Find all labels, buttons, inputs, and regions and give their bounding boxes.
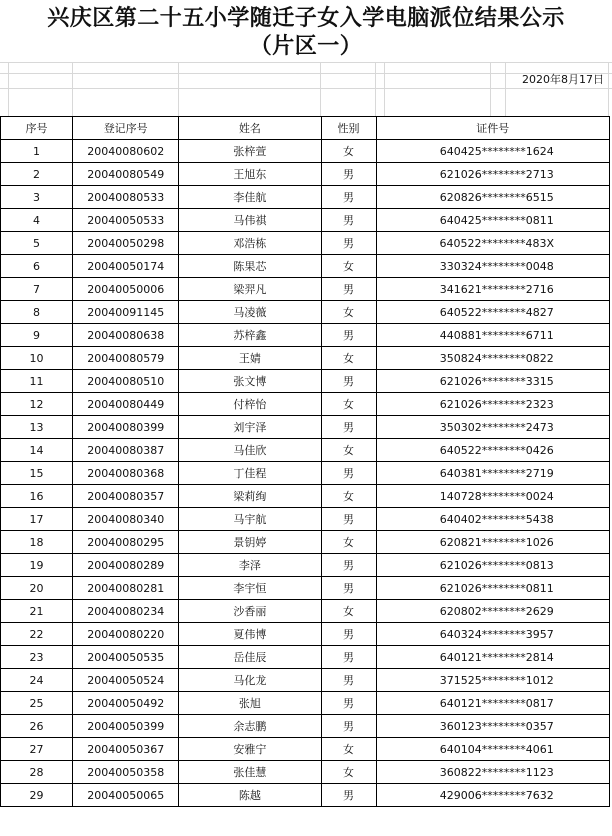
cell-seq: 1: [1, 140, 73, 163]
table-row: [1, 439, 610, 462]
cell-reg-number: 20040050065: [73, 784, 179, 807]
cell-gender: 女: [321, 140, 376, 163]
cell-reg-number: 20040080281: [73, 577, 179, 600]
cell-id-number: 640104********4061: [376, 738, 609, 761]
cell-id-number: 360123********0357: [376, 715, 609, 738]
cell-name: 马佳欣: [179, 439, 321, 462]
cell-name: 张佳慧: [179, 761, 321, 784]
cell-seq: 8: [1, 301, 73, 324]
cell-seq: 7: [1, 278, 73, 301]
cell-reg-number: 20040050399: [73, 715, 179, 738]
cell-reg-number: 20040050524: [73, 669, 179, 692]
cell-reg-number: 20040050358: [73, 761, 179, 784]
cell-id-number: 640121********0817: [376, 692, 609, 715]
cell-reg-number: 20040050492: [73, 692, 179, 715]
table-row: [1, 600, 610, 623]
cell-id-number: 440881********6711: [376, 324, 609, 347]
cell-seq: 23: [1, 646, 73, 669]
cell-gender: 男: [321, 278, 376, 301]
cell-reg-number: 20040080510: [73, 370, 179, 393]
cell-reg-number: 20040050006: [73, 278, 179, 301]
cell-gender: 女: [321, 439, 376, 462]
cell-id-number: 640121********2814: [376, 646, 609, 669]
cell-gender: 男: [321, 784, 376, 807]
cell-name: 马伟祺: [179, 209, 321, 232]
cell-seq: 18: [1, 531, 73, 554]
cell-reg-number: 20040080340: [73, 508, 179, 531]
cell-reg-number: 20040050533: [73, 209, 179, 232]
table-row: [1, 577, 610, 600]
cell-reg-number: 20040050367: [73, 738, 179, 761]
cell-reg-number: 20040080638: [73, 324, 179, 347]
page-subtitle: （片区一）: [249, 34, 363, 59]
cell-name: 马宇航: [179, 508, 321, 531]
cell-id-number: 620802********2629: [376, 600, 609, 623]
header-name: 姓名: [179, 117, 321, 140]
cell-name: 安雅宁: [179, 738, 321, 761]
table-row: [1, 370, 610, 393]
cell-seq: 27: [1, 738, 73, 761]
cell-reg-number: 20040080387: [73, 439, 179, 462]
cell-gender: 男: [321, 669, 376, 692]
cell-reg-number: 20040080533: [73, 186, 179, 209]
spreadsheet-gridlines: [0, 62, 612, 116]
cell-seq: 16: [1, 485, 73, 508]
cell-id-number: 640402********5438: [376, 508, 609, 531]
header-reg-number: 登记序号: [73, 117, 179, 140]
cell-id-number: 640425********0811: [376, 209, 609, 232]
cell-gender: 男: [321, 646, 376, 669]
cell-reg-number: 20040080368: [73, 462, 179, 485]
table-row: [1, 531, 610, 554]
cell-seq: 13: [1, 416, 73, 439]
table-row: [1, 669, 610, 692]
table-row: [1, 692, 610, 715]
cell-seq: 9: [1, 324, 73, 347]
cell-name: 李泽: [179, 554, 321, 577]
cell-gender: 女: [321, 761, 376, 784]
cell-name: 余志鹏: [179, 715, 321, 738]
cell-id-number: 640522********0426: [376, 439, 609, 462]
results-table: [0, 116, 610, 807]
header-id-number: 证件号: [376, 117, 609, 140]
table-row: [1, 232, 610, 255]
cell-gender: 女: [321, 347, 376, 370]
cell-reg-number: 20040080579: [73, 347, 179, 370]
cell-name: 张梓萱: [179, 140, 321, 163]
table-row: [1, 738, 610, 761]
cell-id-number: 640522********4827: [376, 301, 609, 324]
cell-name: 苏梓鑫: [179, 324, 321, 347]
cell-name: 沙香丽: [179, 600, 321, 623]
table-row: [1, 416, 610, 439]
cell-id-number: 621026********3315: [376, 370, 609, 393]
cell-gender: 男: [321, 462, 376, 485]
cell-id-number: 620826********6515: [376, 186, 609, 209]
cell-name: 张旭: [179, 692, 321, 715]
header-seq: 序号: [1, 117, 73, 140]
cell-seq: 5: [1, 232, 73, 255]
cell-reg-number: 20040080399: [73, 416, 179, 439]
cell-gender: 男: [321, 209, 376, 232]
cell-name: 张文博: [179, 370, 321, 393]
cell-seq: 2: [1, 163, 73, 186]
cell-seq: 21: [1, 600, 73, 623]
cell-id-number: 140728********0024: [376, 485, 609, 508]
cell-name: 刘宇泽: [179, 416, 321, 439]
cell-reg-number: 20040080602: [73, 140, 179, 163]
table-row: [1, 255, 610, 278]
cell-gender: 男: [321, 692, 376, 715]
table-header-row: [1, 117, 610, 140]
table-row: [1, 209, 610, 232]
cell-gender: 男: [321, 416, 376, 439]
cell-reg-number: 20040050298: [73, 232, 179, 255]
cell-name: 马凌薇: [179, 301, 321, 324]
cell-seq: 24: [1, 669, 73, 692]
page-title: 兴庆区第二十五小学随迁子女入学电脑派位结果公示: [47, 6, 565, 31]
table-row: [1, 784, 610, 807]
cell-gender: 女: [321, 485, 376, 508]
cell-seq: 28: [1, 761, 73, 784]
cell-reg-number: 20040080449: [73, 393, 179, 416]
table-row: [1, 186, 610, 209]
cell-gender: 男: [321, 577, 376, 600]
cell-name: 王婧: [179, 347, 321, 370]
table-row: [1, 393, 610, 416]
cell-id-number: 341621********2716: [376, 278, 609, 301]
cell-id-number: 621026********2713: [376, 163, 609, 186]
cell-name: 夏伟博: [179, 623, 321, 646]
table-row: [1, 508, 610, 531]
cell-gender: 女: [321, 393, 376, 416]
cell-seq: 3: [1, 186, 73, 209]
cell-gender: 男: [321, 715, 376, 738]
cell-reg-number: 20040080295: [73, 531, 179, 554]
cell-reg-number: 20040080549: [73, 163, 179, 186]
cell-name: 付梓怡: [179, 393, 321, 416]
table-row: [1, 140, 610, 163]
cell-name: 丁佳程: [179, 462, 321, 485]
cell-seq: 11: [1, 370, 73, 393]
cell-seq: 20: [1, 577, 73, 600]
cell-name: 岳佳辰: [179, 646, 321, 669]
cell-seq: 15: [1, 462, 73, 485]
cell-gender: 男: [321, 554, 376, 577]
cell-id-number: 360822********1123: [376, 761, 609, 784]
cell-seq: 22: [1, 623, 73, 646]
table-row: [1, 623, 610, 646]
cell-id-number: 621026********2323: [376, 393, 609, 416]
cell-gender: 男: [321, 623, 376, 646]
cell-id-number: 640324********3957: [376, 623, 609, 646]
cell-seq: 6: [1, 255, 73, 278]
table-body: [1, 140, 610, 807]
cell-id-number: 640522********483X: [376, 232, 609, 255]
cell-gender: 男: [321, 232, 376, 255]
cell-reg-number: 20040050174: [73, 255, 179, 278]
table-row: [1, 163, 610, 186]
cell-reg-number: 20040091145: [73, 301, 179, 324]
cell-id-number: 350824********0822: [376, 347, 609, 370]
cell-gender: 女: [321, 531, 376, 554]
table-row: [1, 347, 610, 370]
header-gender: 性别: [321, 117, 376, 140]
table-row: [1, 301, 610, 324]
cell-reg-number: 20040050535: [73, 646, 179, 669]
cell-gender: 男: [321, 186, 376, 209]
cell-gender: 男: [321, 370, 376, 393]
cell-seq: 17: [1, 508, 73, 531]
cell-id-number: 371525********1012: [376, 669, 609, 692]
cell-gender: 男: [321, 508, 376, 531]
publish-date: 2020年8月17日: [522, 73, 604, 86]
table-row: [1, 715, 610, 738]
table-row: [1, 761, 610, 784]
cell-id-number: 429006********7632: [376, 784, 609, 807]
cell-id-number: 621026********0813: [376, 554, 609, 577]
cell-id-number: 620821********1026: [376, 531, 609, 554]
cell-name: 李佳航: [179, 186, 321, 209]
cell-gender: 女: [321, 255, 376, 278]
table-row: [1, 646, 610, 669]
cell-name: 王旭东: [179, 163, 321, 186]
cell-name: 景钥婷: [179, 531, 321, 554]
cell-gender: 男: [321, 163, 376, 186]
cell-id-number: 621026********0811: [376, 577, 609, 600]
cell-reg-number: 20040080220: [73, 623, 179, 646]
cell-reg-number: 20040080234: [73, 600, 179, 623]
table-row: [1, 554, 610, 577]
cell-seq: 10: [1, 347, 73, 370]
cell-seq: 19: [1, 554, 73, 577]
cell-gender: 男: [321, 324, 376, 347]
cell-seq: 14: [1, 439, 73, 462]
cell-seq: 29: [1, 784, 73, 807]
cell-name: 梁羿凡: [179, 278, 321, 301]
cell-name: 陈越: [179, 784, 321, 807]
cell-name: 李宇恒: [179, 577, 321, 600]
cell-seq: 25: [1, 692, 73, 715]
cell-name: 梁莉绚: [179, 485, 321, 508]
cell-reg-number: 20040080289: [73, 554, 179, 577]
cell-name: 陈果芯: [179, 255, 321, 278]
cell-id-number: 350302********2473: [376, 416, 609, 439]
cell-name: 马化龙: [179, 669, 321, 692]
table-row: [1, 278, 610, 301]
cell-seq: 12: [1, 393, 73, 416]
table-row: [1, 462, 610, 485]
cell-reg-number: 20040080357: [73, 485, 179, 508]
table-row: [1, 485, 610, 508]
cell-gender: 女: [321, 600, 376, 623]
cell-name: 邓浩栋: [179, 232, 321, 255]
cell-gender: 女: [321, 738, 376, 761]
cell-id-number: 640425********1624: [376, 140, 609, 163]
cell-seq: 4: [1, 209, 73, 232]
cell-seq: 26: [1, 715, 73, 738]
cell-id-number: 640381********2719: [376, 462, 609, 485]
table-row: [1, 324, 610, 347]
cell-gender: 女: [321, 301, 376, 324]
cell-id-number: 330324********0048: [376, 255, 609, 278]
